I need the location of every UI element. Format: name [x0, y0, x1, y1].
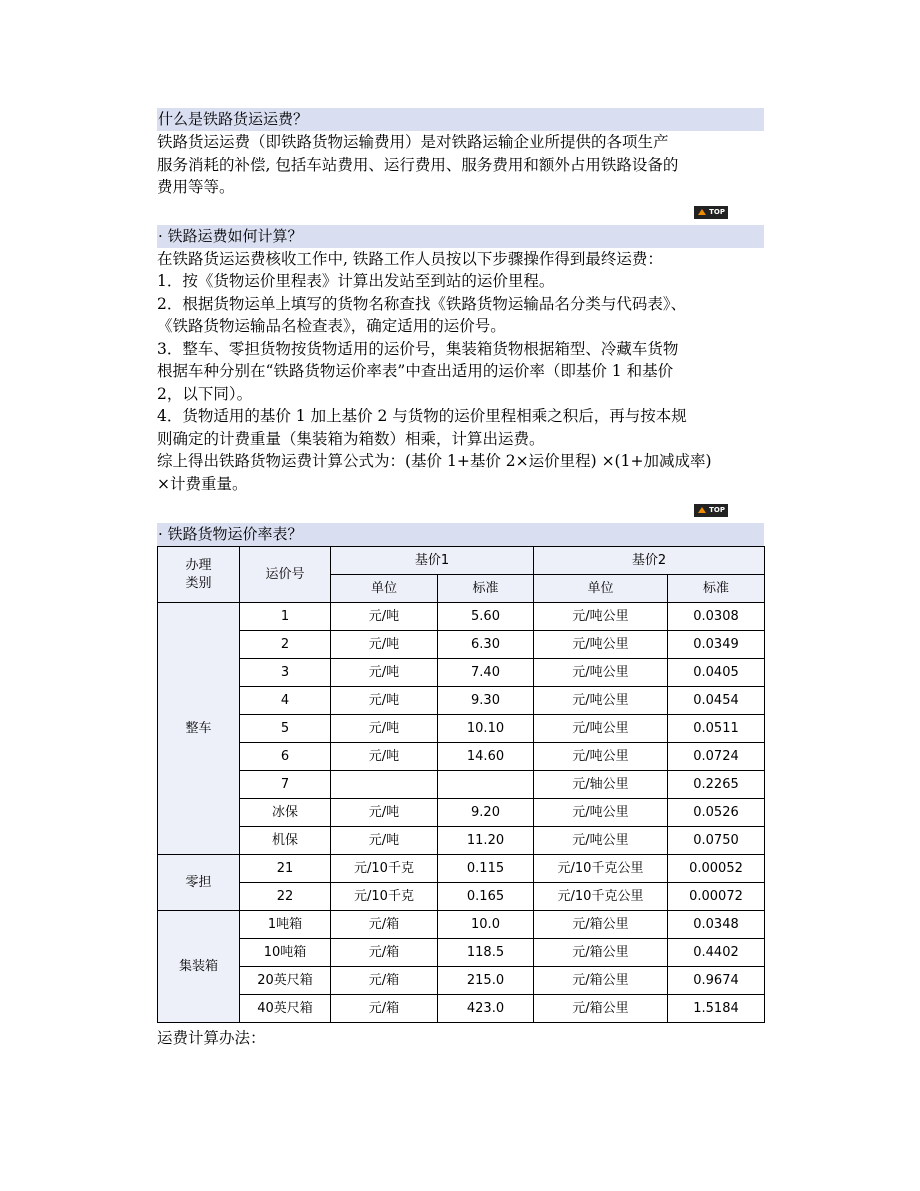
- standard1-cell: 9.20: [438, 799, 534, 827]
- paragraph-line: 3．整车、零担货物按货物适用的运价号，集装箱货物根据箱型、冷藏车货物: [157, 339, 679, 358]
- paragraph-line: 2，以下同）。: [157, 384, 253, 403]
- unit2-cell: 元/吨公里: [534, 687, 668, 715]
- header-category: 办理 类别: [158, 547, 240, 603]
- standard1-cell: 0.115: [438, 855, 534, 883]
- paragraph-line: 2．根据货物运单上填写的货物名称查找《铁路货物运输品名分类与代码表》、: [157, 294, 687, 313]
- table-row: [158, 911, 765, 939]
- rate-no-cell: 6: [240, 743, 331, 771]
- standard2-cell: 0.0750: [668, 827, 765, 855]
- standard2-cell: 0.00052: [668, 855, 765, 883]
- up-arrow-icon: [698, 209, 706, 215]
- category-cell: 整车: [158, 603, 240, 855]
- standard1-cell: 6.30: [438, 631, 534, 659]
- unit2-cell: 元/吨公里: [534, 827, 668, 855]
- table-row: [158, 659, 765, 687]
- unit1-cell: 元/吨: [331, 743, 438, 771]
- unit1-cell: 元/箱: [331, 939, 438, 967]
- rate-no-cell: 10吨箱: [240, 939, 331, 967]
- calculation-method-label: 运费计算办法：: [157, 1029, 266, 1047]
- rate-no-cell: 5: [240, 715, 331, 743]
- section-heading-what-is-fee: 什么是铁路货运运费？: [157, 108, 764, 131]
- unit2-cell: 元/吨公里: [534, 799, 668, 827]
- standard2-cell: 0.0405: [668, 659, 765, 687]
- freight-rate-table: [157, 546, 765, 1023]
- table-row: [158, 827, 765, 855]
- standard1-cell: 14.60: [438, 743, 534, 771]
- table-row: [158, 715, 765, 743]
- standard1-cell: 0.165: [438, 883, 534, 911]
- standard2-cell: 0.00072: [668, 883, 765, 911]
- standard1-cell: 7.40: [438, 659, 534, 687]
- back-to-top-row: [157, 503, 764, 523]
- unit1-cell: 元/吨: [331, 687, 438, 715]
- unit1-cell: 元/吨: [331, 715, 438, 743]
- paragraph-line: 费用等等。: [157, 178, 235, 196]
- rate-no-cell: 7: [240, 771, 331, 799]
- paragraph-line: 综上得出铁路货物运费计算公式为：(基价 1+基价 2×运价里程) ×(1+加减成率): [157, 452, 712, 470]
- table-row: [158, 603, 765, 631]
- paragraph-line: 在铁路货运运费核收工作中, 铁路工作人员按以下步骤操作得到最终运费：: [157, 249, 663, 268]
- header-standard: 标准: [438, 575, 534, 603]
- header-base1: 基价1: [331, 547, 534, 575]
- standard1-cell: 423.0: [438, 995, 534, 1023]
- section-heading-how-to-calculate: · 铁路运费如何计算？: [157, 225, 764, 248]
- unit1-cell: 元/吨: [331, 799, 438, 827]
- rate-no-cell: 22: [240, 883, 331, 911]
- standard2-cell: 0.0526: [668, 799, 765, 827]
- standard1-cell: 9.30: [438, 687, 534, 715]
- section-heading-rate-table: · 铁路货物运价率表？: [157, 523, 764, 546]
- category-cell: 零担: [158, 855, 240, 911]
- table-row: [158, 771, 765, 799]
- unit1-cell: 元/吨: [331, 603, 438, 631]
- unit1-cell: 元/箱: [331, 911, 438, 939]
- standard1-cell: 10.0: [438, 911, 534, 939]
- rate-no-cell: 20英尺箱: [240, 967, 331, 995]
- unit2-cell: 元/箱公里: [534, 911, 668, 939]
- paragraph-line: 铁路货运运费（即铁路货物运输费用）是对铁路运输企业所提供的各项生产: [157, 133, 669, 151]
- unit2-cell: 元/吨公里: [534, 631, 668, 659]
- table-row: [158, 967, 765, 995]
- unit1-cell: 元/10千克: [331, 855, 438, 883]
- back-to-top-row: [157, 205, 764, 225]
- table-row: [158, 687, 765, 715]
- unit2-cell: 元/吨公里: [534, 603, 668, 631]
- standard2-cell: 0.0349: [668, 631, 765, 659]
- paragraph-line: 服务消耗的补偿, 包括车站费用、运行费用、服务费用和额外占用铁路设备的: [157, 155, 679, 174]
- unit1-cell: 元/箱: [331, 967, 438, 995]
- back-to-top-button[interactable]: [694, 206, 728, 219]
- rate-no-cell: 1: [240, 603, 331, 631]
- paragraph-line: 4．货物适用的基价 1 加上基价 2 与货物的运价里程相乘之积后，再与按本规: [157, 407, 687, 425]
- unit2-cell: 元/吨公里: [534, 659, 668, 687]
- paragraph-line: ×计费重量。: [157, 474, 248, 493]
- header-unit: 单位: [534, 575, 668, 603]
- standard2-cell: 0.0724: [668, 743, 765, 771]
- rate-no-cell: 40英尺箱: [240, 995, 331, 1023]
- unit1-cell: 元/吨: [331, 827, 438, 855]
- standard1-cell: [438, 771, 534, 799]
- paragraph-line: 《铁路货物运输品名检查表》，确定适用的运价号。: [157, 317, 506, 335]
- unit2-cell: 元/箱公里: [534, 995, 668, 1023]
- rate-no-cell: 1吨箱: [240, 911, 331, 939]
- table-row: [158, 855, 765, 883]
- standard2-cell: 0.0348: [668, 911, 765, 939]
- table-row: [158, 743, 765, 771]
- rate-no-cell: 冰保: [240, 799, 331, 827]
- unit1-cell: [331, 771, 438, 799]
- table-body: [158, 603, 765, 1023]
- table-row: [158, 939, 765, 967]
- paragraph-line: 根据车种分别在“铁路货物运价率表”中查出适用的运价率（即基价 1 和基价: [157, 362, 674, 380]
- standard2-cell: 0.4402: [668, 939, 765, 967]
- category-cell: 集装箱: [158, 911, 240, 1023]
- rate-no-cell: 21: [240, 855, 331, 883]
- rate-no-cell: 2: [240, 631, 331, 659]
- unit2-cell: 元/箱公里: [534, 967, 668, 995]
- top-label: TOP: [709, 207, 725, 216]
- header-unit: 单位: [331, 575, 438, 603]
- unit2-cell: 元/10千克公里: [534, 855, 668, 883]
- unit1-cell: 元/吨: [331, 659, 438, 687]
- rate-no-cell: 4: [240, 687, 331, 715]
- document-body: [157, 108, 764, 1048]
- standard2-cell: 0.0308: [668, 603, 765, 631]
- paragraph-line: 1．按《货物运价里程表》计算出发站至到站的运价里程。: [157, 272, 555, 290]
- header-standard: 标准: [668, 575, 765, 603]
- standard2-cell: 0.2265: [668, 771, 765, 799]
- standard1-cell: 118.5: [438, 939, 534, 967]
- unit1-cell: 元/吨: [331, 631, 438, 659]
- table-row: [158, 883, 765, 911]
- rate-no-cell: 机保: [240, 827, 331, 855]
- standard1-cell: 215.0: [438, 967, 534, 995]
- paragraph-line: 则确定的计费重量（集装箱为箱数）相乘，计算出运费。: [157, 429, 545, 448]
- unit2-cell: 元/10千克公里: [534, 883, 668, 911]
- unit2-cell: 元/吨公里: [534, 715, 668, 743]
- up-arrow-icon: [698, 507, 706, 513]
- back-to-top-button[interactable]: [694, 504, 728, 517]
- header-rate-no: 运价号: [240, 547, 331, 603]
- unit1-cell: 元/10千克: [331, 883, 438, 911]
- unit2-cell: 元/吨公里: [534, 743, 668, 771]
- rate-no-cell: 3: [240, 659, 331, 687]
- standard2-cell: 0.9674: [668, 967, 765, 995]
- standard2-cell: 0.0511: [668, 715, 765, 743]
- table-row: [158, 799, 765, 827]
- table-row: [158, 995, 765, 1023]
- unit2-cell: 元/轴公里: [534, 771, 668, 799]
- table-row: [158, 631, 765, 659]
- top-label: TOP: [709, 506, 725, 514]
- standard2-cell: 0.0454: [668, 687, 765, 715]
- standard1-cell: 10.10: [438, 715, 534, 743]
- header-base2: 基价2: [534, 547, 765, 575]
- unit2-cell: 元/箱公里: [534, 939, 668, 967]
- standard2-cell: 1.5184: [668, 995, 765, 1023]
- standard1-cell: 5.60: [438, 603, 534, 631]
- standard1-cell: 11.20: [438, 827, 534, 855]
- unit1-cell: 元/箱: [331, 995, 438, 1023]
